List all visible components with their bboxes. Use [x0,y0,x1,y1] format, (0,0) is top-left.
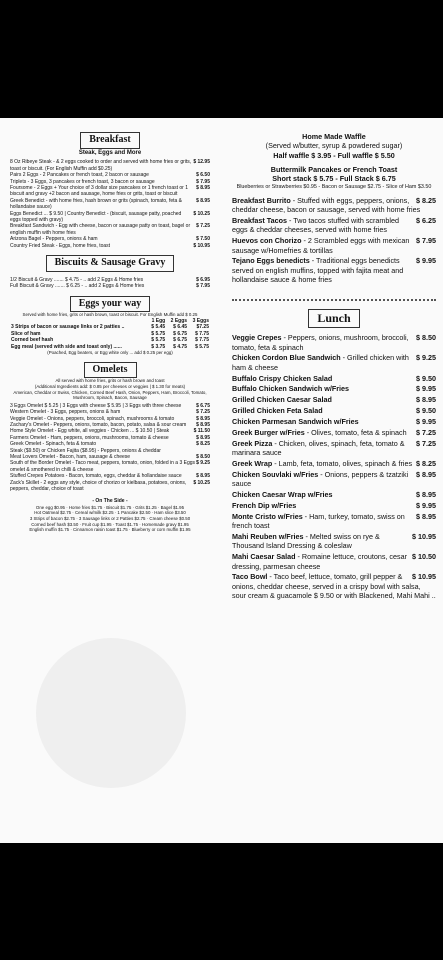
menu-item [232,459,436,468]
item-price: $ 10.95 [412,572,436,582]
item-price: $ 10.50 [412,552,436,562]
menu-item [10,185,210,198]
item-price: $ 9.95 [416,384,436,394]
item-price: $ 7.25 [416,438,436,448]
eggs-row-price: $ 6.75 [173,337,188,344]
item-price: $ 9.95 [416,417,436,427]
pancakes-prices: Short stack $ 5.75 - Full Stack $ 6.75 [272,174,396,184]
item-desc: - Peppers, onions, mushroom, broccoli, tomato, feta & spinach [232,333,409,352]
item-name: Chicken Cordon Blue Sandwich [232,353,341,363]
item-price: $ 10.95 [412,531,436,541]
faded-logo-watermark [36,638,186,788]
item-text: Zack's Skillet - 2 eggs any style, choice of chorizo or kielbasa, potatoes, onions, peppers, cheddar, choice of toast [10,479,187,492]
waffle-block [232,132,436,160]
item-text: Zachary's Omelet - Peppers, onions, tomato, bacon, potato, salsa & sour cream [10,421,187,428]
item-name: Chicken Souvlaki w/Fries [232,469,319,479]
item-price: $ 8.95 [416,395,436,405]
menu-item [232,572,436,600]
menu-item [232,428,436,437]
item-price: $ 10.25 [193,479,210,486]
eggs-table [10,318,210,350]
item-name: Grilled Chicken Caesar Salad [232,395,332,405]
pancakes-block [232,165,436,191]
side-line: 3 Strips of bacon $2.75 · 3 Sausage links or 2 Patties $2.75 · Cream cheese $0.50 [29,515,191,521]
item-name: Buffalo Crispy Chicken Salad [232,373,333,383]
pancakes-extras: Blueberries or Strawberries $0.95 - Bacon or Sausage $2.75 - Slice of Ham $3.50 [236,183,432,190]
item-price: $ 9.25 [416,353,436,363]
waffle-prices: Half waffle $ 3.95 - Full waffle $ 5.50 [273,150,395,160]
item-price: $ 6.25 [416,216,436,226]
item-text: Foursome - 2 Eggs + Your choice of 3 dollar size pancakes or 1 french toast or 1 biscuit and gravy +2 bacon and sausage, home fries or grits, toast or biscuit [10,185,189,198]
breakfast-title: Breakfast [80,132,139,149]
eggs-row-price: $ 6.45 [173,324,188,331]
menu-item [232,256,436,284]
eggs-row-name: Slice of ham [11,330,41,337]
item-text: 3 Eggs Omelet $ 5.25 | 3 Eggs with cheese $ 5.95 | 3 Eggs with three cheese [10,402,182,409]
item-desc: - Taco beef, lettuce, tomato, grill pepper & onions, cheddar cheese, served in a crispy bowl with salsa, sour cream & guacamole $ 9.50 or with Blackened, Mahi Mahi .. [232,572,436,601]
right-column [232,132,436,602]
item-name: Monte Cristo w/Fries [232,511,303,521]
item-name: Breakfast Tacos [232,216,287,226]
item-name: Greek Pizza [232,438,273,448]
item-desc: - 2 Scrambled eggs with mexican sausage w/Homefries & tortillas [232,236,410,255]
menu-item [232,353,436,372]
item-name: Tejano Eggs benedicts [232,256,310,266]
item-text: Farmers Omelet - Ham, peppers, onions, mushrooms, tomato & cheese [10,434,169,441]
eggs-row [10,344,210,350]
biscuits-title: Biscuits & Sausage Gravy [46,255,175,272]
item-desc: - Lamb, feta, tomato, olives, spinach & fries [272,458,413,468]
side-line: English muffin $1.75 · Cinnamon raisin toast $1.75 · Blueberry or corn muffin $1.95 [29,527,191,533]
menu-item [232,395,436,404]
eggs-row-name: 3 Strips of bacon or sausage links or 2 patties .. [11,324,125,331]
menu-item [232,196,436,215]
item-price: $ 8.95 [196,473,210,480]
menu-item [10,159,210,172]
omelets-note-1: All served with home fries, grits or hash brown and toast [55,378,165,384]
menu-item [232,490,436,499]
item-text: South of the Border Omelet - Taco meat, peppers, tomato, onion, folded in a 3 Eggs omelet & smothered in chilli & cheese [10,460,196,473]
item-text: Country Fried Steak - Eggs, home fries, toast [10,242,111,249]
item-name: Chicken Caesar Wrap w/Fries [232,490,333,500]
menu-item [232,552,436,571]
item-price: $ 8.50 [416,333,436,343]
waffle-title: Home Made Waffle [302,132,366,141]
item-desc: - Ham, turkey, tomato, swiss on french toast [232,511,405,531]
item-price: $ 7.25 [416,427,436,437]
item-text: Pairs 2 Eggs - 2 Pancakes or french toast, 2 bacon or sausage [10,172,149,179]
eggs-row-name: Egg meal (served with side and toast only) ...... [11,343,122,350]
eggs-row-price: $ 5.45 [151,324,166,331]
item-name: Buffalo Chicken Sandwich w/Fries [232,384,350,394]
item-price: $ 12.95 [193,159,210,166]
item-text: Eggs Benedict ... $ 9.50 | Country Benedict - (biscuit, sausage patty, poached eggs topped with gravy) [10,210,182,223]
omelets-title: Omelets [84,362,137,379]
item-name: Mahi Caesar Salad [232,552,296,562]
menu-item [232,384,436,393]
item-price: $ 8.95 [196,197,210,204]
eggs-row-price: $ 5.75 [195,343,209,350]
menu-item [232,374,436,383]
item-name: French Dip w/Fries [232,500,297,510]
omelets-list [10,403,210,492]
menu-item [232,333,436,352]
menu-item [232,532,436,551]
omelets-note-3: American, Cheddar or Swiss, Chicken, Corned Beef Hash, Onion, Peppers, Ham, Broccoli, Tomato, Mushroom, Spinach, Bacon, Sausage [13,389,207,401]
item-price: $ 8.95 [196,185,210,192]
item-price: $ 8.95 [416,490,436,500]
menu-item [10,460,210,473]
eggs-header-cell: 2 Eggs [170,317,188,324]
breakfast-list [10,159,210,248]
side-line: Corned beef hash $3.50 · Fruit cup $1.95 · Toast $1.75 · Homemade gravy $1.95 [31,521,189,527]
item-desc: - Traditional eggs benedicts served on english muffins, topped with fajita meat and hollandaise sauce & home fries [232,256,404,285]
eggs-row-price: $ 7.75 [195,337,209,344]
omelets-note-2: (Additional Ingredients add: $ 0.85 per cheeses or veggies | $ 1.30 for meats) [34,383,186,389]
menu-item [232,216,436,235]
item-text: Stuffed Crepes Potatoes - Bacon, tomato, eggs, cheddar & hollandaise sauce [10,473,182,480]
item-price: $ 9.50 [416,373,436,383]
item-price: $ 8.95 [416,469,436,479]
eggs-section [10,296,210,356]
item-price: $ 8.25 [416,458,436,468]
menu-item [232,501,436,510]
item-price: $ 6.75 [196,402,210,409]
eggs-title: Eggs your way [70,296,151,313]
menu-item [10,198,210,211]
item-name: Chicken Parmesan Sandwich w/Fries [232,417,359,427]
menu-item [232,236,436,255]
item-text: Breakfast Sandwich - Egg with cheese, bacon or sausage patty on toast, bagel or english muffin with home fries [10,223,191,236]
item-price: $ 8.95 [196,434,210,441]
eggs-row [10,324,210,330]
item-desc: - Chicken, olives, spinach, feta, tomato & marinara sauce [232,438,405,458]
biscuits-list [10,277,210,290]
item-price: $ 7.25 [196,409,210,416]
item-price: $ 8.95 [416,511,436,521]
lunch-list [232,333,436,600]
menu-item [10,211,210,224]
item-name: Huevos con Chorizo [232,236,302,246]
item-text: 1/2 Biscuit & Gravy ....... $ 4.75 - .. add 2 Eggs & Home fries [10,276,144,283]
item-name: Greek Burger w/Fries [232,427,305,437]
sides-list [10,505,210,533]
item-price: $ 7.25 [196,223,210,230]
lunch-title: Lunch [308,309,359,329]
item-price: $ 7.95 [196,178,210,185]
eggs-row-price: $ 6.75 [173,330,188,337]
item-desc: - Grilled chicken with ham & cheese [232,353,409,372]
item-name: Mahi Reuben w/Fries [232,531,304,541]
item-text: Western Omelet - 3 Eggs, peppers, onions & ham [10,409,121,416]
item-price: $ 10.25 [193,210,210,217]
item-price: $ 8.95 [196,415,210,422]
breakfast-subtitle: Steak, Eggs and More [78,149,142,156]
eggs-row-price: $ 7.75 [195,330,209,337]
item-price: $ 6.50 [196,172,210,179]
eggs-row-price: $ 5.75 [151,330,166,337]
item-desc: - Two tacos stuffed with scrambled eggs & cheddar cheeses, served with home fries [232,216,399,235]
menu-item [232,470,436,489]
side-line: Hot Oatmeal $2.75 · Cereal w/milk $2.25 · 1 Pancake $2.50 · Ham slice $3.50 [34,510,186,516]
menu-item [232,439,436,458]
eggs-row-price: $ 5.75 [151,337,166,344]
eggs-note: Served with home fries, grits or hash brown, toast or biscuit. For English Muffin add $ 0.25 [22,312,198,318]
eggs-header-cell: 3 Eggs [192,317,209,324]
menu-item [10,283,210,289]
eggs-row-price: $ 4.75 [173,343,188,350]
pancakes-title: Buttermilk Pancakes or French Toast [270,165,398,175]
menu-item [10,480,210,493]
menu-item [232,406,436,415]
item-text: Greek Omelet - Spinach, feta & tomato [10,441,97,448]
item-text: Home Style Omelet - Egg white, all veggies - Chicken ... $ 10.50 | Steak [10,428,170,435]
decorative-divider [232,293,436,301]
item-text: Meat Lovers Omelet - Bacon, ham, sausage & cheese [10,453,131,460]
item-text: Greek Benedict - with home fries, hash brown or grits (spinach, tomato, feta & hollandaise sauce) [10,197,183,211]
menu-item [232,512,436,531]
item-name: Greek Wrap [232,458,273,468]
item-price: $ 7.95 [196,283,210,290]
item-price: $ 9.25 [196,460,210,467]
item-name: Breakfast Burrito [232,195,291,205]
item-desc: - Stuffed with eggs, peppers, onions, cheddar cheese, bacon or sausage, served with home fries [232,195,421,215]
eggs-header-cell: 1 Egg [151,317,166,324]
eggs-row-price: $7.25 [196,324,209,331]
item-desc: - Onions, peppers & tzatziki sauce [232,469,409,489]
item-price: $ 8.95 [196,421,210,428]
sides-section [10,498,210,533]
item-text: 8 Oz Ribeye Steak - & 2 eggs cooked to order and served with home fries or grits, toast or biscuit. (For English Muffin add $0.25) [10,159,192,172]
item-price: $ 7.95 [416,236,436,246]
sides-title: - On The Side - [92,498,128,505]
menu-page [0,118,443,843]
biscuits-section [10,255,210,290]
specials-list [232,196,436,285]
item-text: Triplets - 3 Eggs, 3 pancakes or french toast, 3 bacon or sausage [10,178,155,185]
eggs-row-name: Corned beef hash [11,337,54,344]
item-price: $ 8.50 [196,453,210,460]
item-name: Grilled Chicken Feta Salad [232,406,323,416]
item-text: Full Biscuit & Gravy ....... $ 6.25 - .. add 2 Eggs & Home fries [10,283,145,290]
item-name: Veggie Crepes [232,333,282,343]
breakfast-section [10,132,210,249]
waffle-desc: (Served w/butter, syrup & powdered sugar) [265,141,403,151]
item-price: $ 11.50 [193,428,210,435]
item-price: $ 8.25 [196,441,210,448]
item-text: Veggie Omelet - Onions, peppers, broccoli, spinach, mushrooms & tomato [10,415,175,422]
item-price: $ 7.50 [196,236,210,243]
menu-item [232,417,436,426]
item-price: $ 9.95 [416,256,436,266]
item-price: $ 9.95 [416,500,436,510]
item-price: $ 9.50 [416,406,436,416]
menu-item [10,243,210,249]
item-desc: - Romaine lettuce, croutons, cesar dressing, parmesan cheese [232,552,407,571]
menu-item [10,223,210,236]
item-name: Taco Bowl [232,572,268,582]
item-price: $ 6.95 [196,276,210,283]
item-text: Steak ($9.50) or Chicken Fajita ($8.95) - Peppers, onions & cheddar [10,447,161,454]
side-line: One egg $0.95 · Home fries $1.75 · Biscuit $1.75 · Grits $1.25 · Bagel $1.95 [35,504,185,510]
eggs-footnote: (Poached, Egg beaters, or Egg white only ... add $ 0.25 per egg) [47,349,173,355]
eggs-row-price: $ 3.75 [151,343,166,350]
item-desc: - Melted swiss on rye & Thousand Island Dressing & coleslaw [232,531,380,551]
left-column [10,132,210,539]
item-price: $ 10.95 [193,242,210,249]
omelets-section [10,362,210,493]
item-desc: - Olives, tomato, feta & spinach [304,427,407,437]
item-price: $ 8.25 [416,195,436,205]
item-text: Arizona Bagel - Peppers, onions & ham [10,236,98,243]
